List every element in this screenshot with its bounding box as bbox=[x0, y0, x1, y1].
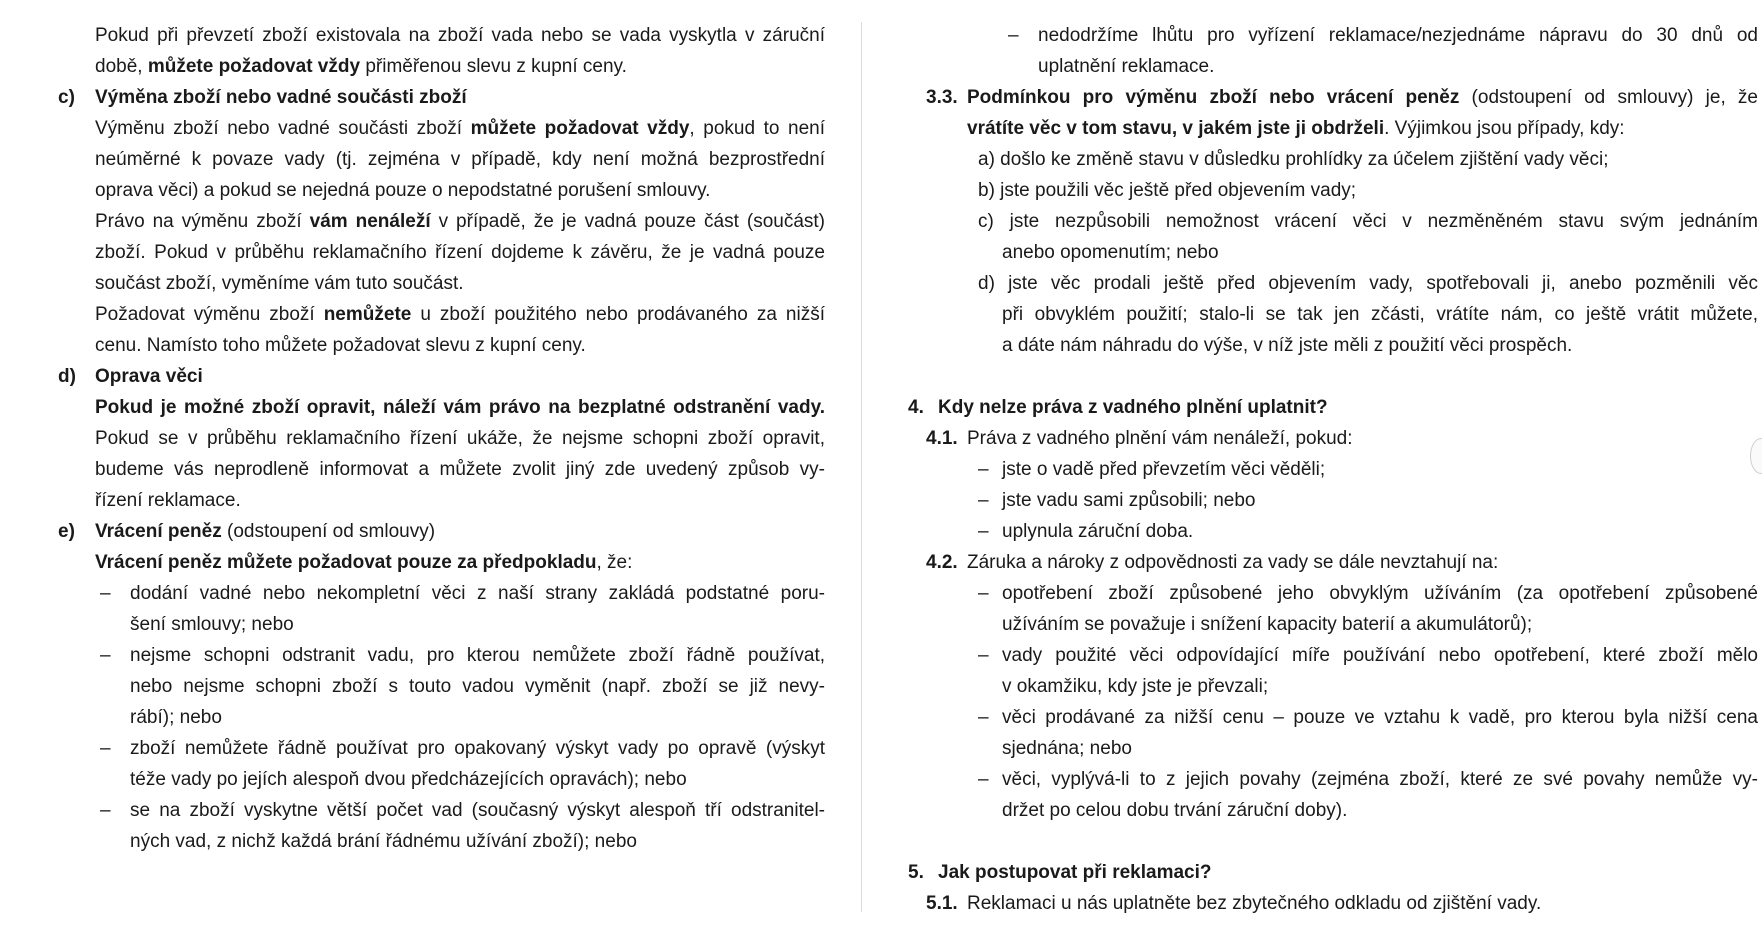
text-line: Pokud při převzetí zboží existovala na zboží vada nebo se vada vyskytla v záruční bbox=[95, 25, 825, 46]
section-number: 4.2. bbox=[926, 552, 958, 573]
text-line: cenu. Namísto toho můžete požadovat slevu z kupní ceny. bbox=[95, 335, 586, 356]
text-line: d) jste věc prodali ještě před objevením vady, spotřebovali ji, anebo pozměnili věc bbox=[978, 273, 1758, 294]
text-line: neúměrné k povaze vady (tj. zejména v případě, kdy není možná bezprostřední bbox=[95, 149, 825, 170]
text-line: ných vad, z nichž každá brání řádnému užívání zboží); nebo bbox=[130, 831, 637, 852]
text-line: se na zboží vyskytne větší počet vad (současný výskyt alespoň tří odstranitel- bbox=[130, 800, 825, 821]
text-line: jste vadu sami způsobili; nebo bbox=[1002, 490, 1256, 511]
text-line: uplatnění reklamace. bbox=[1038, 56, 1215, 77]
section-number: 4. bbox=[908, 397, 924, 418]
bullet-dash: – bbox=[100, 645, 111, 666]
text-line: při obvyklém použití; stalo-li se tak jen zčásti, vrátíte nám, co ještě vrátit můžete, bbox=[1002, 304, 1758, 325]
text-line: Podmínkou pro výměnu zboží nebo vrácení peněz (odstoupení od smlouvy) je, že bbox=[967, 87, 1758, 108]
bullet-dash: – bbox=[978, 490, 989, 511]
text-line: Právo na výměnu zboží vám nenáleží v případě, že je vadná pouze část (součást) bbox=[95, 211, 825, 232]
text-line: Pokud se v průběhu reklamačního řízení ukáže, že nejsme schopni zboží opravit, bbox=[95, 428, 825, 449]
text-line: Práva z vadného plnění vám nenáleží, pokud: bbox=[967, 428, 1353, 449]
column-divider bbox=[861, 22, 862, 912]
list-marker: d) bbox=[58, 366, 76, 387]
bullet-dash: – bbox=[978, 645, 989, 666]
text-line: a dáte nám náhradu do výše, v níž jste měli z použití věci prospěch. bbox=[1002, 335, 1573, 356]
bullet-dash: – bbox=[978, 459, 989, 480]
text-line: věci prodávané za nižší cenu – pouze ve vztahu k vadě, pro kterou byla nižší cena bbox=[1002, 707, 1758, 728]
section-heading: Výměna zboží nebo vadné součásti zboží bbox=[95, 87, 467, 108]
text-line: držet po celou dobu trvání záruční doby). bbox=[1002, 800, 1348, 821]
text-line: nejsme schopni odstranit vadu, pro kterou nemůžete zboží řádně používat, bbox=[130, 645, 825, 666]
text-line: součást zboží, vyměníme vám tuto součást. bbox=[95, 273, 464, 294]
text-line: dodání vadné nebo nekompletní věci z naší strany zakládá podstatné poru- bbox=[130, 583, 825, 604]
list-marker: e) bbox=[58, 521, 75, 542]
section-number: 3.3. bbox=[926, 87, 958, 108]
text-line: Záruka a nároky z odpovědnosti za vady se dále nevztahují na: bbox=[967, 552, 1499, 573]
text-line: zboží nemůžete řádně používat pro opakovaný výskyt vady po opravě (výskyt bbox=[130, 738, 825, 759]
text-line: vrátíte věc v tom stavu, v jakém jste ji obdrželi. Výjimkou jsou případy, kdy: bbox=[967, 118, 1625, 139]
section-heading: Oprava věci bbox=[95, 366, 203, 387]
text-line: Reklamaci u nás uplatněte bez zbytečného odkladu od zjištění vady. bbox=[967, 893, 1542, 914]
section-heading: Vrácení peněz (odstoupení od smlouvy) bbox=[95, 521, 436, 542]
section-number: 4.1. bbox=[926, 428, 958, 449]
text-line: v okamžiku, kdy jste je převzali; bbox=[1002, 676, 1269, 697]
text-line: době, můžete požadovat vždy přiměřenou slevu z kupní ceny. bbox=[95, 56, 627, 77]
text-line: anebo opomenutím; nebo bbox=[1002, 242, 1219, 263]
bullet-dash: – bbox=[978, 521, 989, 542]
edge-scroll-handle[interactable] bbox=[1750, 438, 1762, 474]
text-line: sjednána; nebo bbox=[1002, 738, 1132, 759]
text-line: nedodržíme lhůtu pro vyřízení reklamace/nezjednáme nápravu do 30 dnů od bbox=[1038, 25, 1758, 46]
bullet-dash: – bbox=[100, 583, 111, 604]
bullet-dash: – bbox=[978, 769, 989, 790]
text-line: Výměnu zboží nebo vadné součásti zboží můžete požadovat vždy, pokud to není bbox=[95, 118, 825, 139]
text-line: a) došlo ke změně stavu v důsledku prohlídky za účelem zjištění vady věci; bbox=[978, 149, 1609, 170]
text-line: Vrácení peněz můžete požadovat pouze za předpokladu, že: bbox=[95, 552, 633, 573]
text-line: opotřebení zboží způsobené jeho obvyklým užíváním (za opotřebení způsobené bbox=[1002, 583, 1758, 604]
text-line: b) jste použili věc ještě před objevením vady; bbox=[978, 180, 1357, 201]
text-line: nebo nejsme schopni zboží s touto vadou vyměnit (např. zboží se již nevy- bbox=[130, 676, 825, 697]
text-line: věci, vyplývá-li to z jejich povahy (zejména zboží, které ze své povahy nemůže vy- bbox=[1002, 769, 1758, 790]
section-heading: Jak postupovat při reklamaci? bbox=[938, 862, 1212, 883]
text-line: zboží. Pokud v průběhu reklamačního řízení dojdeme k závěru, že je vadná pouze bbox=[95, 242, 825, 263]
text-line: Pokud je možné zboží opravit, náleží vám právo na bezplatné odstranění vady. bbox=[95, 397, 825, 418]
bullet-dash: – bbox=[100, 738, 111, 759]
text-line: c) jste nezpůsobili nemožnost vrácení věci v nezměněném stavu svým jednáním bbox=[978, 211, 1758, 232]
text-line: vady použité věci odpovídající míře používání nebo opotřebení, které zboží mělo bbox=[1002, 645, 1758, 666]
text-line: rábí); nebo bbox=[130, 707, 222, 728]
text-line: užíváním se považuje i snížení kapacity baterií a akumulátorů); bbox=[1002, 614, 1533, 635]
bullet-dash: – bbox=[978, 583, 989, 604]
text-line: budeme vás neprodleně informovat a můžete zvolit jiný zde uvedený způsob vy- bbox=[95, 459, 825, 480]
bullet-dash: – bbox=[978, 707, 989, 728]
section-heading: Kdy nelze práva z vadného plnění uplatnit? bbox=[938, 397, 1328, 418]
text-line: šení smlouvy; nebo bbox=[130, 614, 294, 635]
text-line: jste o vadě před převzetím věci věděli; bbox=[1002, 459, 1326, 480]
section-number: 5.1. bbox=[926, 893, 958, 914]
section-number: 5. bbox=[908, 862, 924, 883]
text-line: řízení reklamace. bbox=[95, 490, 241, 511]
text-line: téže vady po jejích alespoň dvou předcházejících opravách); nebo bbox=[130, 769, 687, 790]
text-line: oprava věci) a pokud se nejedná pouze o nepodstatné porušení smlouvy. bbox=[95, 180, 711, 201]
text-line: Požadovat výměnu zboží nemůžete u zboží použitého nebo prodávaného za nižší bbox=[95, 304, 825, 325]
list-marker: c) bbox=[58, 87, 75, 108]
bullet-dash: – bbox=[100, 800, 111, 821]
text-line: uplynula záruční doba. bbox=[1002, 521, 1194, 542]
bullet-dash: – bbox=[1008, 25, 1019, 46]
